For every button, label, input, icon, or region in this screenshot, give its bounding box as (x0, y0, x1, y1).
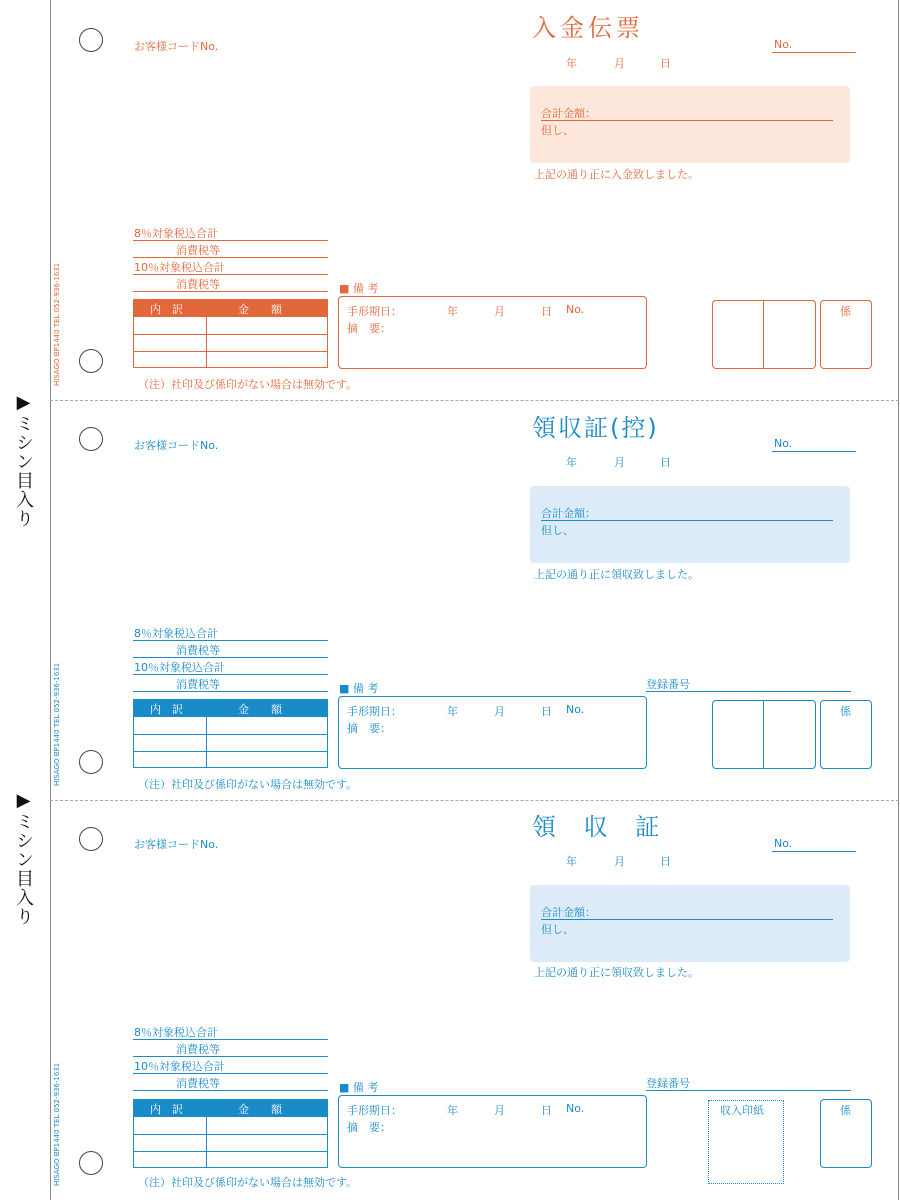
perforation-label: ▶ミシン目入り (13, 392, 34, 528)
total-amount-label: 合計金額： (541, 507, 596, 520)
tax-8-consumption: 消費税等 (176, 1043, 220, 1056)
remarks-label: ■ 備 考 (339, 282, 379, 295)
remarks-box[interactable] (338, 296, 647, 369)
registration-line[interactable] (646, 691, 851, 692)
tax-line (133, 240, 328, 241)
bill-number: No. (566, 703, 585, 716)
invalid-note: （注）社印及び係印がない場合は無効です。 (138, 378, 358, 391)
invalid-note: （注）社印及び係印がない場合は無効です。 (138, 778, 358, 791)
perforation-label: ▶ミシン目入り (13, 790, 34, 926)
total-amount-label: 合計金額： (541, 107, 596, 120)
breakdown-header (134, 300, 327, 317)
tax-10-consumption: 消費税等 (176, 1077, 220, 1090)
bill-date-day: 日 (541, 705, 552, 718)
table-row[interactable] (134, 1151, 327, 1152)
date-month: 月 (614, 855, 625, 868)
printer-info: HISAGO BP1440 TEL 052-936-1631 (53, 262, 61, 386)
tax-8-total: 8％対象税込合計 (134, 1026, 218, 1039)
remarks-box[interactable] (338, 696, 647, 769)
table-row[interactable] (134, 351, 327, 352)
tax-line (133, 1073, 328, 1074)
bill-date-label: 手形期日： (347, 1104, 402, 1117)
bill-date-year: 年 (447, 705, 458, 718)
summary-label: 摘 要： (347, 722, 391, 735)
number-label: No. (774, 437, 793, 450)
binder-hole (79, 349, 103, 373)
tax-line (133, 657, 328, 658)
company-seal-box (712, 300, 816, 369)
amount-panel (530, 86, 850, 163)
tax-line (133, 257, 328, 258)
tax-line (133, 691, 328, 692)
amount-panel (530, 885, 850, 962)
total-amount-line[interactable] (541, 120, 833, 121)
breakdown-header-item: 内 訳 (150, 303, 183, 316)
binder-hole (79, 750, 103, 774)
total-amount-line[interactable] (541, 520, 833, 521)
breakdown-header-item: 内 訳 (150, 1103, 183, 1116)
tax-10-total: 10％対象税込合計 (134, 261, 225, 274)
staff-seal-label: 係 (840, 305, 851, 318)
staff-seal-label: 係 (840, 705, 851, 718)
binder-hole (79, 1151, 103, 1175)
tax-8-total: 8％対象税込合計 (134, 227, 218, 240)
seal-divider (763, 701, 764, 768)
invalid-note: （注）社印及び係印がない場合は無効です。 (138, 1176, 358, 1189)
proviso-label: 但し、 (541, 524, 574, 537)
date-day: 日 (660, 456, 671, 469)
date-year: 年 (566, 855, 577, 868)
tax-line (133, 674, 328, 675)
remarks-label: ■ 備 考 (339, 682, 379, 695)
bill-date-year: 年 (447, 305, 458, 318)
proviso-label: 但し、 (541, 923, 574, 936)
tax-line (133, 274, 328, 275)
registration-label: 登録番号 (646, 678, 690, 691)
proviso-label: 但し、 (541, 124, 574, 137)
revenue-stamp-area (708, 1100, 784, 1184)
bill-date-label: 手形期日： (347, 305, 402, 318)
breakdown-header-amount: 金 額 (238, 303, 282, 316)
date-day: 日 (660, 57, 671, 70)
registration-line[interactable] (646, 1090, 851, 1091)
tax-line (133, 1090, 328, 1091)
slip-receipt-copy (50, 400, 899, 800)
breakdown-header (134, 1100, 327, 1117)
binder-hole (79, 28, 103, 52)
remarks-box[interactable] (338, 1095, 647, 1168)
printer-info: HISAGO BP1440 TEL 052-936-1631 (53, 1062, 61, 1186)
summary-label: 摘 要： (347, 322, 391, 335)
binder-hole (79, 427, 103, 451)
date-year: 年 (566, 57, 577, 70)
tax-line (133, 640, 328, 641)
bill-date-label: 手形期日： (347, 705, 402, 718)
tax-line (133, 1056, 328, 1057)
summary-label: 摘 要： (347, 1121, 391, 1134)
customer-code-label: お客様コードNo. (134, 838, 219, 851)
number-line[interactable] (772, 451, 856, 452)
bill-number: No. (566, 303, 585, 316)
breakdown-table (133, 299, 328, 368)
tax-10-total: 10％対象税込合計 (134, 661, 225, 674)
confirmation-text: 上記の通り正に領収致しました。 (534, 568, 699, 581)
tax-line (133, 1039, 328, 1040)
date-month: 月 (614, 456, 625, 469)
staff-seal-box (820, 1099, 872, 1168)
date-day: 日 (660, 855, 671, 868)
bill-date-day: 日 (541, 305, 552, 318)
breakdown-header-amount: 金 額 (238, 703, 282, 716)
revenue-stamp-label: 収入印紙 (720, 1104, 764, 1117)
bill-date-month: 月 (494, 1104, 505, 1117)
table-row[interactable] (134, 1134, 327, 1135)
tax-8-consumption: 消費税等 (176, 644, 220, 657)
breakdown-table (133, 1099, 328, 1168)
tax-8-total: 8％対象税込合計 (134, 627, 218, 640)
slip-title: 領収証(控) (532, 414, 659, 442)
slip-title: 入金伝票 (532, 14, 644, 42)
date-year: 年 (566, 456, 577, 469)
bill-date-month: 月 (494, 305, 505, 318)
slip-title: 領 収 証 (532, 813, 670, 841)
breakdown-table (133, 699, 328, 768)
slip-receipt (50, 800, 899, 1200)
table-row[interactable] (134, 334, 327, 335)
customer-code-label: お客様コードNo. (134, 439, 219, 452)
breakdown-header-amount: 金 額 (238, 1103, 282, 1116)
registration-label: 登録番号 (646, 1077, 690, 1090)
number-line[interactable] (772, 851, 856, 852)
number-line[interactable] (772, 52, 856, 53)
date-month: 月 (614, 57, 625, 70)
number-label: No. (774, 38, 793, 51)
seal-divider (763, 301, 764, 368)
remarks-label: ■ 備 考 (339, 1081, 379, 1094)
binder-hole (79, 827, 103, 851)
tax-line (133, 291, 328, 292)
bill-date-day: 日 (541, 1104, 552, 1117)
breakdown-header (134, 700, 327, 717)
tax-10-consumption: 消費税等 (176, 278, 220, 291)
staff-seal-label: 係 (840, 1104, 851, 1117)
slip-deposit (50, 0, 899, 400)
tax-8-consumption: 消費税等 (176, 244, 220, 257)
table-row[interactable] (134, 751, 327, 752)
staff-seal-box (820, 700, 872, 769)
bill-date-year: 年 (447, 1104, 458, 1117)
total-amount-label: 合計金額： (541, 906, 596, 919)
confirmation-text: 上記の通り正に入金致しました。 (534, 168, 699, 181)
tax-10-total: 10％対象税込合計 (134, 1060, 225, 1073)
printer-info: HISAGO BP1440 TEL 052-936-1631 (53, 662, 61, 786)
tax-10-consumption: 消費税等 (176, 678, 220, 691)
number-label: No. (774, 837, 793, 850)
amount-panel (530, 486, 850, 563)
bill-date-month: 月 (494, 705, 505, 718)
company-seal-box (712, 700, 816, 769)
confirmation-text: 上記の通り正に領収致しました。 (534, 966, 699, 979)
table-row[interactable] (134, 734, 327, 735)
total-amount-line[interactable] (541, 919, 833, 920)
bill-number: No. (566, 1102, 585, 1115)
customer-code-label: お客様コードNo. (134, 40, 219, 53)
staff-seal-box (820, 300, 872, 369)
breakdown-header-item: 内 訳 (150, 703, 183, 716)
